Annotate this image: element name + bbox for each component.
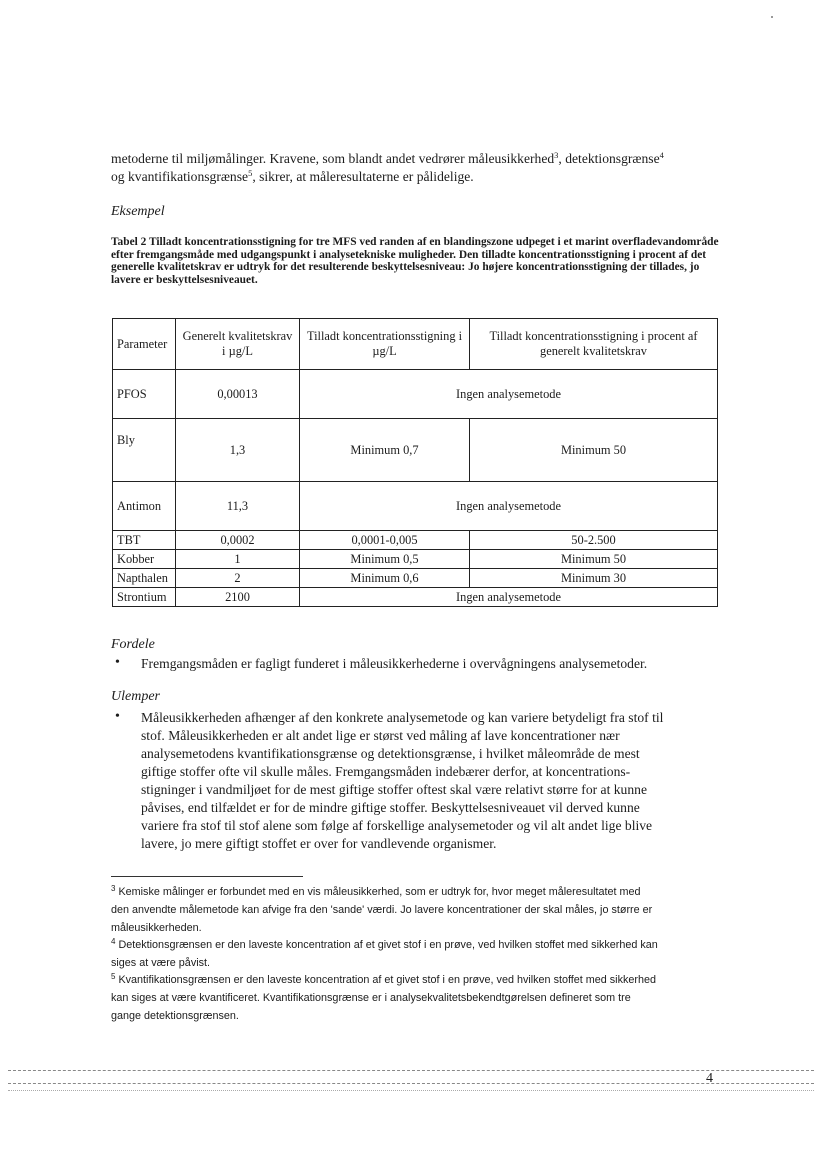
data-table	[112, 318, 718, 607]
ulemper-heading: Ulemper	[111, 689, 160, 704]
footer-rule	[8, 1070, 814, 1071]
ulemper-line: stof. Måleusikkerheden er alt andet lige er størst ved måling af lave koncentrationer nær	[141, 728, 620, 743]
table-row	[113, 550, 718, 569]
intro-text: , sikrer, at måleresultaterne er pålidelige.	[252, 169, 474, 184]
fordele-item: Fremgangsmåden er fagligt funderet i måleusikkerhederne i overvågningens analysemetoder.	[141, 656, 648, 671]
header-cell: Tilladt koncentrationsstigning i µg/L	[300, 319, 470, 370]
krav-cell: 2100	[176, 588, 300, 607]
procent-cell: Minimum 30	[470, 569, 718, 588]
table-caption: Tabel 2 Tilladt koncentrationsstigning for tre MFS ved randen af en blandingszone udpeget i et marint overfladevandområde efter fremgangsmåde med udgangspunkt i analysetekniske muligheder. Den tilladte koncentrationsstigning i procent af det generelle kvalitetskrav er udtryk for det resulterende beskyttelsesniveau: Jo højere koncentrationsstigning der tillades, jo lavere er beskyttelsesniveauet.	[111, 236, 719, 286]
footnote-line: siges at være påvist.	[111, 957, 211, 969]
parameter-cell: Kobber	[113, 550, 176, 569]
intro-text: og kvantifikationsgrænse	[111, 169, 249, 184]
parameter-cell: Bly	[113, 419, 176, 482]
footnote-line: Detektionsgrænsen er den laveste koncentration af et givet stof i en prøve, ved hvilken stoffet med sikkerhed kan	[118, 939, 658, 951]
footnote-ref[interactable]: 4	[659, 150, 664, 160]
ulemper-line: Måleusikkerheden afhænger af den konkrete analysemetode og kan variere betydeligt fra stof til	[141, 710, 664, 725]
footnote-separator	[111, 876, 303, 877]
footnote-number: 3	[111, 884, 116, 893]
footnote-number: 5	[111, 972, 116, 981]
footnote-ref[interactable]: 3	[554, 150, 559, 160]
header-cell: Tilladt koncentrationsstigning i procent af generelt kvalitetskrav	[470, 319, 718, 370]
parameter-cell: PFOS	[113, 370, 176, 419]
ulemper-line: variere fra stof til stof alene som følge af forskellige analysemetoder og vil alt andet lige blive	[141, 818, 653, 833]
bullet-icon: •	[115, 709, 120, 724]
intro-paragraph	[111, 150, 731, 186]
footnote-line: den anvendte målemetode kan afvige fra den 'sande' værdi. Jo lavere koncentrationer der skal måles, jo større er	[111, 904, 653, 916]
krav-cell: 0,00013	[176, 370, 300, 419]
procent-cell: 50-2.500	[470, 531, 718, 550]
krav-cell: 1,3	[176, 419, 300, 482]
footnote-line: kan siges at være kvantificeret. Kvantifikationsgrænse er i analysekvalitetsbekendtgørelsen defineret som tre	[111, 992, 631, 1004]
parameter-cell: Antimon	[113, 482, 176, 531]
intro-text: metoderne til miljømålinger. Kravene, som blandt andet vedrører måleusikkerhed	[111, 151, 555, 166]
page-number: 4	[706, 1071, 713, 1086]
table-row	[113, 588, 718, 607]
procent-cell: Minimum 50	[470, 419, 718, 482]
table-row	[113, 569, 718, 588]
stigning-cell: Minimum 0,7	[300, 419, 470, 482]
stigning-cell: 0,0001-0,005	[300, 531, 470, 550]
footnote-line: Kvantifikationsgrænsen er den laveste koncentration af et givet stof i en prøve, ved hvilken stoffet med sikkerhed	[118, 974, 656, 986]
footnote-ref[interactable]: 5	[248, 168, 253, 178]
stigning-cell: Minimum 0,5	[300, 550, 470, 569]
parameter-cell: Napthalen	[113, 569, 176, 588]
intro-text: , detektionsgrænse	[558, 151, 660, 166]
table-header-row	[113, 319, 718, 370]
bullet-icon: •	[115, 655, 120, 670]
fordele-heading: Fordele	[111, 637, 155, 652]
merged-cell: Ingen analysemetode	[300, 370, 718, 419]
footnote-number: 4	[111, 937, 116, 946]
header-cell: Parameter	[113, 319, 176, 370]
footer-rule	[8, 1090, 814, 1091]
header-cell: Generelt kvalitetskrav i µg/L	[176, 319, 300, 370]
ulemper-line: påvises, end tilfældet er for de mindre giftige stoffer. Beskyttelsesniveauet vil derved kunne	[141, 800, 640, 815]
table-row	[113, 531, 718, 550]
parameter-cell: TBT	[113, 531, 176, 550]
footnote-line: måleusikkerheden.	[111, 922, 202, 934]
footer-rule	[8, 1083, 814, 1084]
table-row	[113, 419, 718, 482]
procent-cell: Minimum 50	[470, 550, 718, 569]
krav-cell: 11,3	[176, 482, 300, 531]
merged-cell: Ingen analysemetode	[300, 482, 718, 531]
ulemper-line: lavere, jo mere giftigt stoffet er over for vandlevende organismer.	[141, 836, 497, 851]
parameter-cell: Strontium	[113, 588, 176, 607]
table-row	[113, 370, 718, 419]
krav-cell: 2	[176, 569, 300, 588]
ulemper-line: stigninger i vandmiljøet for de mest giftige stoffer oftest skal være relativt større for at kunne	[141, 782, 647, 797]
table-row	[113, 482, 718, 531]
krav-cell: 1	[176, 550, 300, 569]
footnote-line: Kemiske målinger er forbundet med en vis måleusikkerhed, som er udtryk for, hvor meget måleresultatet med	[118, 886, 641, 898]
ulemper-line: giftige stoffer ofte vil skulle måles. Fremgangsmåden indebærer derfor, at koncentrations-	[141, 764, 631, 779]
example-heading: Eksempel	[111, 204, 165, 219]
footnote-line: gange detektionsgrænsen.	[111, 1010, 239, 1022]
krav-cell: 0,0002	[176, 531, 300, 550]
ulemper-line: analysemetodens kvantifikationsgrænse og detektionsgrænse, i hvilket måleområde de mest	[141, 746, 640, 761]
stigning-cell: Minimum 0,6	[300, 569, 470, 588]
merged-cell: Ingen analysemetode	[300, 588, 718, 607]
scan-speck	[771, 16, 773, 18]
